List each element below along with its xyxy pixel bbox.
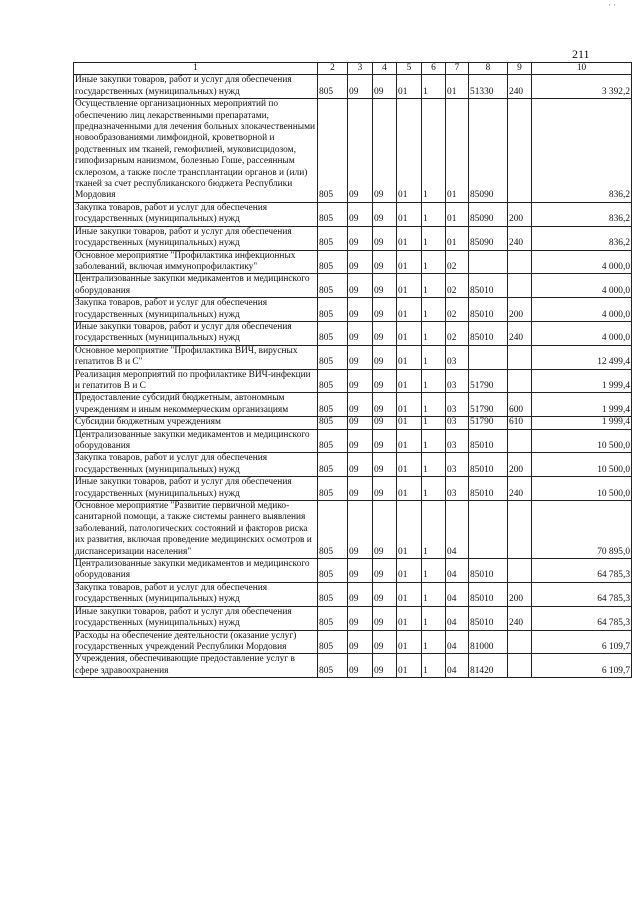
table-row <box>74 226 632 250</box>
cell-subsection: 09 <box>373 453 397 477</box>
cell-ministry: 805 <box>318 369 348 393</box>
cell-ministry: 805 <box>318 453 348 477</box>
cell-subprogram: 1 <box>422 75 446 99</box>
cell-event: 02 <box>446 250 469 274</box>
cell-subprogram: 1 <box>422 477 446 501</box>
cell-ministry: 805 <box>318 99 348 203</box>
cell-amount: 3 392,2 <box>532 75 632 99</box>
table-row <box>74 274 632 298</box>
cell-program: 01 <box>397 226 422 250</box>
row-name: Закупка товаров, работ и услуг для обеспечения государственных (муниципальных) нужд <box>74 582 318 606</box>
cell-ministry: 805 <box>318 321 348 345</box>
row-name: Основное мероприятие "Профилактика ВИЧ, вирусных гепатитов В и С" <box>74 345 318 369</box>
table-row <box>74 345 632 369</box>
cell-amount: 10 500,0 <box>532 477 632 501</box>
row-name: Централизованные закупки медикаментов и медицинского оборудования <box>74 429 318 453</box>
cell-program: 01 <box>397 393 422 417</box>
cell-target-code <box>469 345 508 369</box>
cell-expense-type: 200 <box>508 582 532 606</box>
table-row <box>74 429 632 453</box>
cell-program: 01 <box>397 321 422 345</box>
cell-event: 04 <box>446 582 469 606</box>
cell-program: 01 <box>397 501 422 559</box>
cell-expense-type <box>508 501 532 559</box>
cell-section: 09 <box>348 226 373 250</box>
cell-target-code: 85010 <box>469 477 508 501</box>
cell-subsection: 09 <box>373 99 397 203</box>
cell-section: 09 <box>348 298 373 322</box>
cell-subprogram: 1 <box>422 453 446 477</box>
cell-target-code: 85090 <box>469 99 508 203</box>
cell-amount: 4 000,0 <box>532 321 632 345</box>
cell-section: 09 <box>348 606 373 630</box>
cell-program: 01 <box>397 429 422 453</box>
cell-event: 01 <box>446 226 469 250</box>
cell-expense-type <box>508 250 532 274</box>
cell-ministry: 805 <box>318 202 348 226</box>
row-name: Иные закупки товаров, работ и услуг для обеспечения государственных (муниципальных) нужд <box>74 606 318 630</box>
cell-expense-type: 240 <box>508 321 532 345</box>
cell-target-code: 51330 <box>469 75 508 99</box>
cell-subsection: 09 <box>373 75 397 99</box>
table-row <box>74 582 632 606</box>
cell-expense-type <box>508 369 532 393</box>
row-name: Реализация мероприятий по профилактике ВИЧ-инфекции и гепатитов В и С <box>74 369 318 393</box>
cell-ministry: 805 <box>318 298 348 322</box>
row-name: Расходы на обеспечение деятельности (оказание услуг) государственных учреждений Республики Мордовия <box>74 630 318 654</box>
cell-subsection: 09 <box>373 582 397 606</box>
cell-section: 09 <box>348 453 373 477</box>
cell-program: 01 <box>397 345 422 369</box>
cell-subprogram: 1 <box>422 501 446 559</box>
cell-subprogram: 1 <box>422 298 446 322</box>
cell-target-code: 85010 <box>469 559 508 583</box>
row-name: Предоставление субсидий бюджетным, автономным учреждениям и иным некоммерческим организациям <box>74 393 318 417</box>
cell-target-code: 51790 <box>469 369 508 393</box>
page-number: 211 <box>572 47 590 61</box>
cell-amount: 6 109,7 <box>532 654 632 678</box>
cell-amount: 70 895,0 <box>532 501 632 559</box>
table-row <box>74 99 632 203</box>
cell-amount: 1 999,4 <box>532 417 632 429</box>
cell-section: 09 <box>348 274 373 298</box>
cell-event: 03 <box>446 369 469 393</box>
cell-expense-type: 600 <box>508 393 532 417</box>
cell-target-code: 85090 <box>469 202 508 226</box>
cell-ministry: 805 <box>318 417 348 429</box>
cell-ministry: 805 <box>318 75 348 99</box>
cell-amount: 10 500,0 <box>532 429 632 453</box>
column-header: 8 <box>469 63 508 75</box>
table-row <box>74 477 632 501</box>
cell-amount: 1 999,4 <box>532 369 632 393</box>
cell-section: 09 <box>348 429 373 453</box>
cell-program: 01 <box>397 250 422 274</box>
row-name: Иные закупки товаров, работ и услуг для обеспечения государственных (муниципальных) нужд <box>74 321 318 345</box>
cell-ministry: 805 <box>318 582 348 606</box>
row-name: Основное мероприятие "Развитие первичной медико-санитарной помощи, а также системы раннего выявления заболеваний, патологических состояний и факторов риска их развития, включая проведение медицинских осмотров и диспансеризации населения" <box>74 501 318 559</box>
cell-amount: 1 999,4 <box>532 393 632 417</box>
cell-amount: 836,2 <box>532 226 632 250</box>
cell-event: 04 <box>446 501 469 559</box>
row-name: Закупка товаров, работ и услуг для обеспечения государственных (муниципальных) нужд <box>74 453 318 477</box>
cell-program: 01 <box>397 630 422 654</box>
cell-target-code: 81420 <box>469 654 508 678</box>
cell-subsection: 09 <box>373 606 397 630</box>
cell-event: 02 <box>446 274 469 298</box>
cell-amount: 64 785,3 <box>532 606 632 630</box>
cell-subprogram: 1 <box>422 99 446 203</box>
cell-amount: 64 785,3 <box>532 582 632 606</box>
table-row <box>74 606 632 630</box>
cell-target-code: 51790 <box>469 417 508 429</box>
cell-ministry: 805 <box>318 606 348 630</box>
cell-section: 09 <box>348 654 373 678</box>
column-header: 1 <box>74 63 318 75</box>
cell-subsection: 09 <box>373 417 397 429</box>
cell-event: 04 <box>446 654 469 678</box>
cell-subprogram: 1 <box>422 226 446 250</box>
cell-section: 09 <box>348 417 373 429</box>
cell-target-code <box>469 250 508 274</box>
cell-expense-type <box>508 429 532 453</box>
cell-section: 09 <box>348 202 373 226</box>
cell-expense-type: 200 <box>508 453 532 477</box>
cell-subsection: 09 <box>373 654 397 678</box>
table-row <box>74 630 632 654</box>
cell-subsection: 09 <box>373 274 397 298</box>
budget-table <box>73 62 632 678</box>
cell-subprogram: 1 <box>422 429 446 453</box>
cell-subsection: 09 <box>373 393 397 417</box>
cell-event: 03 <box>446 345 469 369</box>
cell-expense-type: 200 <box>508 202 532 226</box>
cell-event: 02 <box>446 298 469 322</box>
cell-expense-type: 240 <box>508 75 532 99</box>
cell-section: 09 <box>348 559 373 583</box>
cell-subprogram: 1 <box>422 582 446 606</box>
cell-section: 09 <box>348 477 373 501</box>
table-row <box>74 654 632 678</box>
cell-ministry: 805 <box>318 501 348 559</box>
table-row <box>74 369 632 393</box>
cell-target-code: 85010 <box>469 274 508 298</box>
row-name: Учреждения, обеспечивающие предоставление услуг в сфере здравоохранения <box>74 654 318 678</box>
cell-program: 01 <box>397 453 422 477</box>
row-name: Иные закупки товаров, работ и услуг для обеспечения государственных (муниципальных) нужд <box>74 226 318 250</box>
cell-target-code: 85010 <box>469 298 508 322</box>
cell-event: 02 <box>446 321 469 345</box>
cell-program: 01 <box>397 654 422 678</box>
cell-target-code: 85010 <box>469 429 508 453</box>
cell-expense-type <box>508 345 532 369</box>
cell-amount: 6 109,7 <box>532 630 632 654</box>
cell-subsection: 09 <box>373 559 397 583</box>
cell-subsection: 09 <box>373 429 397 453</box>
cell-subprogram: 1 <box>422 202 446 226</box>
cell-event: 04 <box>446 606 469 630</box>
cell-section: 09 <box>348 345 373 369</box>
cell-section: 09 <box>348 369 373 393</box>
cell-expense-type <box>508 559 532 583</box>
cell-ministry: 805 <box>318 630 348 654</box>
cell-subprogram: 1 <box>422 250 446 274</box>
cell-section: 09 <box>348 75 373 99</box>
column-header: 10 <box>532 63 632 75</box>
table-row <box>74 250 632 274</box>
cell-program: 01 <box>397 274 422 298</box>
cell-target-code <box>469 501 508 559</box>
row-name: Централизованные закупки медикаментов и медицинского оборудования <box>74 274 318 298</box>
corner-mark: · · <box>608 0 617 10</box>
cell-amount: 64 785,3 <box>532 559 632 583</box>
cell-expense-type <box>508 630 532 654</box>
column-header: 2 <box>318 63 348 75</box>
cell-program: 01 <box>397 202 422 226</box>
cell-target-code: 85010 <box>469 453 508 477</box>
cell-ministry: 805 <box>318 429 348 453</box>
cell-event: 03 <box>446 477 469 501</box>
cell-amount: 10 500,0 <box>532 453 632 477</box>
column-header: 7 <box>446 63 469 75</box>
row-name: Иные закупки товаров, работ и услуг для обеспечения государственных (муниципальных) нужд <box>74 477 318 501</box>
cell-subsection: 09 <box>373 321 397 345</box>
cell-section: 09 <box>348 501 373 559</box>
cell-ministry: 805 <box>318 654 348 678</box>
row-name: Закупка товаров, работ и услуг для обеспечения государственных (муниципальных) нужд <box>74 298 318 322</box>
table-row <box>74 559 632 583</box>
cell-amount: 4 000,0 <box>532 298 632 322</box>
table-header-row <box>74 63 632 75</box>
cell-amount: 12 499,4 <box>532 345 632 369</box>
table-row <box>74 501 632 559</box>
column-header: 9 <box>508 63 532 75</box>
cell-ministry: 805 <box>318 250 348 274</box>
cell-subprogram: 1 <box>422 321 446 345</box>
cell-program: 01 <box>397 417 422 429</box>
cell-ministry: 805 <box>318 477 348 501</box>
cell-expense-type: 240 <box>508 606 532 630</box>
cell-expense-type: 610 <box>508 417 532 429</box>
cell-subsection: 09 <box>373 477 397 501</box>
row-name: Осуществление организационных мероприятий по обеспечению лиц лекарственными препаратами, предназначенными для лечения больных злокачественными новообразованиями лимфоидной, кроветворной и родственных им тканей, гемофилией, муковисцидозом, гипофизарным нанизмом, болезнью Гоше, рассеянным склерозом, а также после трансплантации органов и (или) тканей за счет республиканского бюджета Республики Мордовия <box>74 99 318 203</box>
cell-ministry: 805 <box>318 393 348 417</box>
cell-expense-type: 200 <box>508 298 532 322</box>
cell-section: 09 <box>348 321 373 345</box>
cell-expense-type: 240 <box>508 226 532 250</box>
cell-subprogram: 1 <box>422 417 446 429</box>
table-row <box>74 453 632 477</box>
cell-ministry: 805 <box>318 559 348 583</box>
cell-program: 01 <box>397 559 422 583</box>
column-header: 5 <box>397 63 422 75</box>
cell-section: 09 <box>348 582 373 606</box>
table-row <box>74 417 632 429</box>
table-row <box>74 321 632 345</box>
cell-target-code: 51790 <box>469 393 508 417</box>
cell-expense-type <box>508 99 532 203</box>
cell-event: 03 <box>446 453 469 477</box>
cell-ministry: 805 <box>318 226 348 250</box>
cell-target-code: 85010 <box>469 321 508 345</box>
table-row <box>74 202 632 226</box>
cell-expense-type: 240 <box>508 477 532 501</box>
row-name: Закупка товаров, работ и услуг для обеспечения государственных (муниципальных) нужд <box>74 202 318 226</box>
cell-event: 04 <box>446 630 469 654</box>
cell-subsection: 09 <box>373 202 397 226</box>
cell-subsection: 09 <box>373 501 397 559</box>
cell-ministry: 805 <box>318 345 348 369</box>
cell-program: 01 <box>397 606 422 630</box>
cell-expense-type <box>508 274 532 298</box>
cell-subprogram: 1 <box>422 606 446 630</box>
table-row <box>74 298 632 322</box>
cell-subprogram: 1 <box>422 630 446 654</box>
cell-section: 09 <box>348 393 373 417</box>
cell-subsection: 09 <box>373 630 397 654</box>
row-name: Субсидии бюджетным учреждениям <box>74 417 318 429</box>
cell-event: 04 <box>446 559 469 583</box>
cell-program: 01 <box>397 75 422 99</box>
table-row <box>74 75 632 99</box>
cell-program: 01 <box>397 298 422 322</box>
cell-subsection: 09 <box>373 345 397 369</box>
cell-expense-type <box>508 654 532 678</box>
cell-event: 01 <box>446 99 469 203</box>
cell-amount: 836,2 <box>532 202 632 226</box>
cell-event: 01 <box>446 202 469 226</box>
cell-event: 03 <box>446 417 469 429</box>
column-header: 6 <box>422 63 446 75</box>
cell-subsection: 09 <box>373 369 397 393</box>
cell-subprogram: 1 <box>422 559 446 583</box>
cell-event: 01 <box>446 75 469 99</box>
column-header: 4 <box>373 63 397 75</box>
row-name: Централизованные закупки медикаментов и медицинского оборудования <box>74 559 318 583</box>
cell-section: 09 <box>348 99 373 203</box>
cell-subsection: 09 <box>373 226 397 250</box>
cell-subsection: 09 <box>373 250 397 274</box>
cell-event: 03 <box>446 429 469 453</box>
cell-subprogram: 1 <box>422 345 446 369</box>
row-name: Основное мероприятие "Профилактика инфекционных заболеваний, включая иммунопрофилактику" <box>74 250 318 274</box>
cell-amount: 4 000,0 <box>532 274 632 298</box>
cell-subprogram: 1 <box>422 654 446 678</box>
cell-program: 01 <box>397 99 422 203</box>
cell-section: 09 <box>348 630 373 654</box>
cell-subprogram: 1 <box>422 393 446 417</box>
cell-subsection: 09 <box>373 298 397 322</box>
cell-program: 01 <box>397 582 422 606</box>
cell-subprogram: 1 <box>422 274 446 298</box>
cell-amount: 4 000,0 <box>532 250 632 274</box>
cell-amount: 836,2 <box>532 99 632 203</box>
cell-ministry: 805 <box>318 274 348 298</box>
table-row <box>74 393 632 417</box>
column-header: 3 <box>348 63 373 75</box>
cell-target-code: 85010 <box>469 582 508 606</box>
cell-section: 09 <box>348 250 373 274</box>
cell-target-code: 85010 <box>469 606 508 630</box>
cell-subprogram: 1 <box>422 369 446 393</box>
cell-target-code: 85090 <box>469 226 508 250</box>
cell-program: 01 <box>397 369 422 393</box>
cell-event: 03 <box>446 393 469 417</box>
row-name: Иные закупки товаров, работ и услуг для обеспечения государственных (муниципальных) нужд <box>74 75 318 99</box>
cell-program: 01 <box>397 477 422 501</box>
cell-target-code: 81000 <box>469 630 508 654</box>
